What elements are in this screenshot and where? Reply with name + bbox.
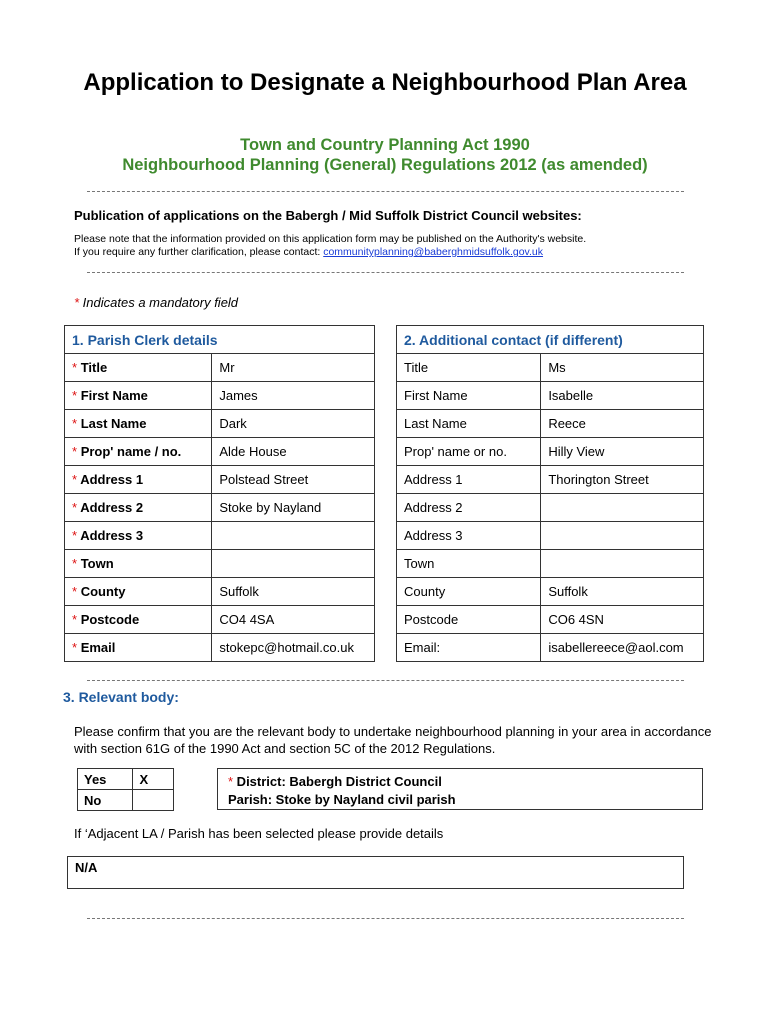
table-row — [65, 354, 375, 382]
relevant-body-confirm-text: Please confirm that you are the relevant body to undertake neighbourhood planning in your area in accordance with section 61G of the 1990 Act and section 5C of the 2012 Regulations. — [74, 724, 712, 756]
field-label — [397, 634, 541, 662]
parish-line: Parish: Stoke by Nayland civil parish — [228, 792, 456, 807]
no-label: No — [78, 790, 133, 811]
field-label — [397, 550, 541, 578]
table-row — [397, 354, 704, 382]
field-label-text: County — [80, 584, 126, 599]
field-label-text: Town — [80, 556, 114, 571]
divider — [87, 191, 684, 192]
field-label — [65, 550, 212, 578]
field-value[interactable]: CO6 4SN — [541, 606, 704, 634]
field-label — [65, 578, 212, 606]
required-asterisk: * — [72, 444, 78, 459]
field-label-text: Address 1 — [80, 472, 144, 487]
field-value[interactable]: Dark — [212, 410, 375, 438]
clarification-line — [74, 246, 543, 259]
field-label — [65, 382, 212, 410]
required-asterisk: * — [228, 774, 234, 789]
field-label — [397, 494, 541, 522]
field-label — [397, 606, 541, 634]
additional-contact-heading: 2. Additional contact (if different) — [397, 326, 704, 354]
field-value[interactable]: Mr — [212, 354, 375, 382]
table-row — [397, 522, 704, 550]
field-value[interactable]: Stoke by Nayland — [212, 494, 375, 522]
table-row — [397, 438, 704, 466]
required-asterisk: * — [74, 295, 80, 310]
no-checkbox[interactable] — [133, 790, 174, 811]
field-label — [397, 466, 541, 494]
table-row — [397, 634, 704, 662]
field-label — [65, 466, 212, 494]
relevant-body-box — [217, 768, 703, 810]
required-asterisk: * — [72, 500, 78, 515]
field-label-text: Prop' name or no. — [404, 444, 507, 459]
adjacent-details-field[interactable]: N/A — [67, 856, 684, 889]
field-label-text: Town — [404, 556, 435, 571]
field-value[interactable]: Ms — [541, 354, 704, 382]
table-row — [397, 494, 704, 522]
required-asterisk: * — [72, 528, 78, 543]
contact-email-link[interactable]: communityplanning@baberghmidsuffolk.gov.uk — [323, 246, 544, 258]
field-label-text: Title — [80, 360, 108, 375]
table-row — [397, 382, 704, 410]
field-label-text: Address 2 — [80, 500, 144, 515]
required-asterisk: * — [72, 416, 78, 431]
field-label-text: First Name — [404, 388, 468, 403]
field-label — [397, 578, 541, 606]
field-label-text: Title — [404, 360, 429, 375]
yes-label: Yes — [78, 769, 133, 790]
regulations-subtitle: Neighbourhood Planning (General) Regulations 2012 (as amended) — [122, 156, 648, 174]
field-label — [397, 382, 541, 410]
table-row — [65, 606, 375, 634]
parish-clerk-heading: 1. Parish Clerk details — [65, 326, 375, 354]
field-label-text: Address 3 — [80, 528, 144, 543]
field-label — [65, 410, 212, 438]
table-row — [397, 550, 704, 578]
table-row — [65, 494, 375, 522]
relevant-body-heading: 3. Relevant body: — [63, 689, 179, 705]
table-row — [65, 578, 375, 606]
parish-clerk-table — [64, 325, 375, 662]
district-line — [228, 773, 692, 791]
field-label-text: Email — [80, 640, 116, 655]
field-label-text: Address 3 — [404, 528, 463, 543]
field-value[interactable]: Suffolk — [541, 578, 704, 606]
field-label — [397, 522, 541, 550]
field-label-text: Last Name — [80, 416, 147, 431]
required-asterisk: * — [72, 360, 78, 375]
table-row — [65, 522, 375, 550]
table-row — [397, 606, 704, 634]
field-label — [65, 606, 212, 634]
field-label-text: Email: — [404, 640, 441, 655]
field-value[interactable]: isabellereece@aol.com — [541, 634, 704, 662]
mandatory-text: Indicates a mandatory field — [79, 295, 239, 310]
field-label-text: Postcode — [80, 612, 140, 627]
field-label — [397, 410, 541, 438]
field-label-text: Address 1 — [404, 472, 463, 487]
field-value[interactable] — [541, 550, 704, 578]
table-row — [65, 382, 375, 410]
act-subtitle: Town and Country Planning Act 1990 — [240, 136, 530, 154]
required-asterisk: * — [72, 640, 78, 655]
table-row — [65, 438, 375, 466]
field-label-text: Postcode — [404, 612, 459, 627]
field-value[interactable]: stokepc@hotmail.co.uk — [212, 634, 375, 662]
table-row — [397, 466, 704, 494]
field-value[interactable] — [541, 522, 704, 550]
field-label — [65, 494, 212, 522]
yes-no-table — [77, 768, 174, 811]
field-value[interactable]: Alde House — [212, 438, 375, 466]
additional-contact-table — [396, 325, 704, 662]
field-label-text: Prop' name / no. — [80, 444, 182, 459]
table-row — [65, 466, 375, 494]
field-value[interactable] — [212, 522, 375, 550]
field-label — [65, 438, 212, 466]
page-title: Application to Designate a Neighbourhood Plan Area — [83, 69, 687, 96]
required-asterisk: * — [72, 612, 78, 627]
field-value[interactable]: Hilly View — [541, 438, 704, 466]
table-row — [65, 550, 375, 578]
table-row — [397, 578, 704, 606]
divider — [87, 272, 684, 273]
field-value[interactable]: Reece — [541, 410, 704, 438]
divider — [87, 918, 684, 919]
mandatory-note — [74, 295, 238, 310]
district-text: District: Babergh District Council — [233, 774, 442, 789]
yes-checkbox[interactable]: X — [133, 769, 174, 790]
field-label — [397, 354, 541, 382]
required-asterisk: * — [72, 584, 78, 599]
clarification-prefix: If you require any further clarification, please contact: — [74, 246, 324, 258]
table-row — [65, 634, 375, 662]
field-label — [65, 354, 212, 382]
required-asterisk: * — [72, 388, 78, 403]
field-value[interactable]: Suffolk — [212, 578, 375, 606]
divider — [87, 680, 684, 681]
field-label — [65, 522, 212, 550]
field-value[interactable]: James — [212, 382, 375, 410]
publication-note: Please note that the information provided on this application form may be published on the Authority's website. — [74, 233, 587, 245]
table-row — [65, 410, 375, 438]
field-value[interactable]: Isabelle — [541, 382, 704, 410]
table-row — [397, 410, 704, 438]
publication-heading: Publication of applications on the Babergh / Mid Suffolk District Council websites: — [74, 208, 582, 223]
field-value[interactable] — [212, 550, 375, 578]
field-label-text: First Name — [80, 388, 148, 403]
required-asterisk: * — [72, 472, 78, 487]
field-value[interactable]: CO4 4SA — [212, 606, 375, 634]
field-label — [397, 438, 541, 466]
field-value[interactable]: Thorington Street — [541, 466, 704, 494]
adjacent-prompt: If ‘Adjacent LA / Parish has been selected please provide details — [74, 826, 444, 841]
field-label — [65, 634, 212, 662]
field-value[interactable]: Polstead Street — [212, 466, 375, 494]
field-value[interactable] — [541, 494, 704, 522]
field-label-text: County — [404, 584, 446, 599]
required-asterisk: * — [72, 556, 78, 571]
field-label-text: Last Name — [404, 416, 467, 431]
field-label-text: Address 2 — [404, 500, 463, 515]
